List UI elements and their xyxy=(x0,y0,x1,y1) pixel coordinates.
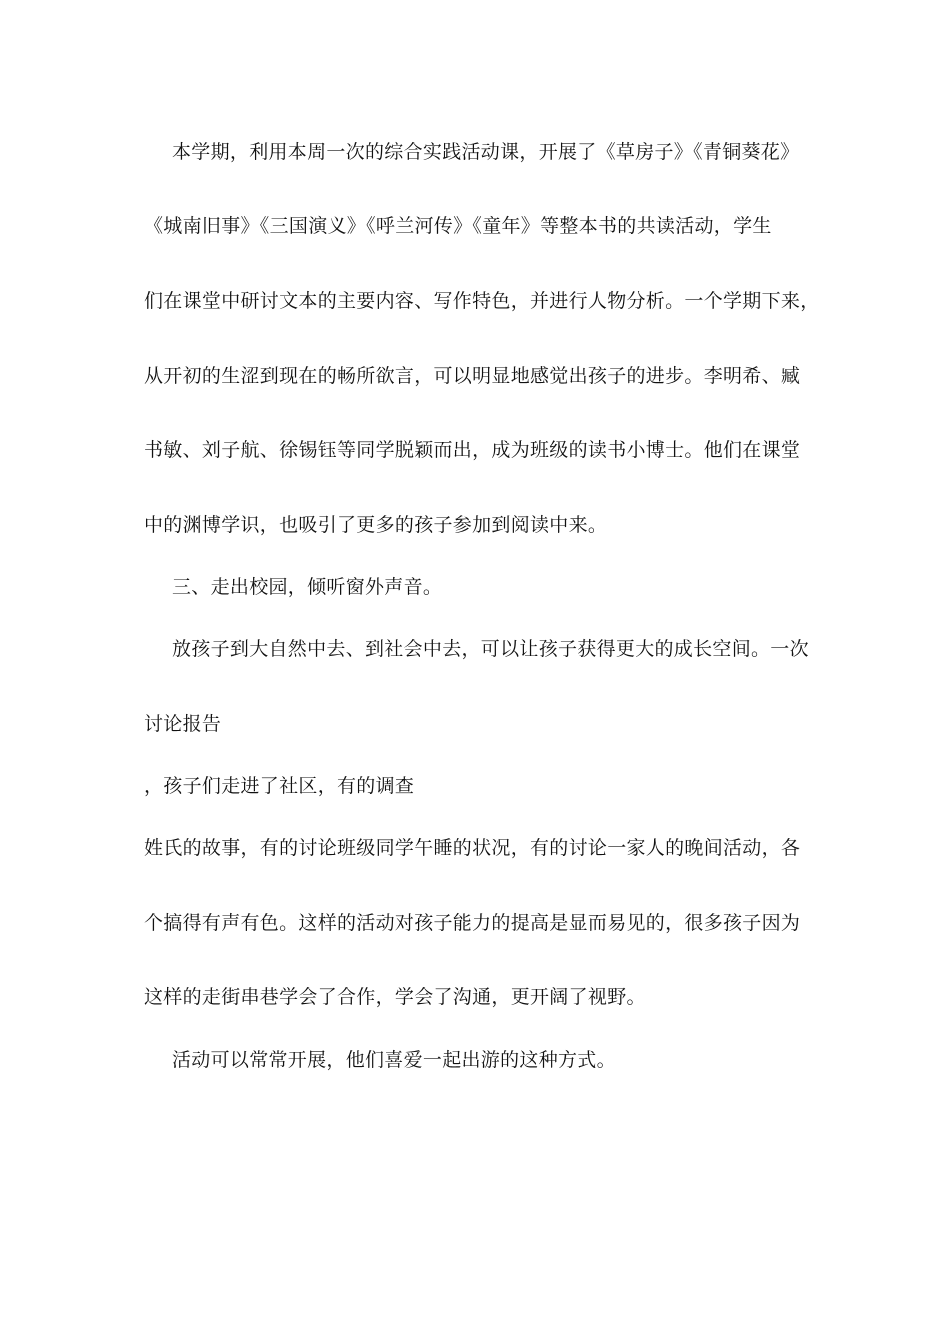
paragraph-line: 讨论报告 xyxy=(144,713,222,735)
paragraph-line: 中的渊博学识，也吸引了更多的孩子参加到阅读中来。 xyxy=(144,514,608,536)
paragraph-line: 个搞得有声有色。这样的活动对孩子能力的提高是显而易见的，很多孩子因为 xyxy=(144,912,801,934)
paragraph-line: 书敏、刘子航、徐锡钰等同学脱颖而出，成为班级的读书小博士。他们在课堂 xyxy=(144,439,801,461)
paragraph-line: 从开初的生涩到现在的畅所欲言，可以明显地感觉出孩子的进步。李明希、臧 xyxy=(144,365,801,387)
paragraph-line: 们在课堂中研讨文本的主要内容、写作特色，并进行人物分析。一个学期下来， xyxy=(144,290,820,312)
paragraph-line: 这样的走街串巷学会了合作，学会了沟通，更开阔了视野。 xyxy=(144,986,646,1008)
paragraph-line: 《城南旧事》《三国演义》《呼兰河传》《童年》等整本书的共读活动，学生 xyxy=(144,215,772,237)
paragraph-line: 活动可以常常开展，他们喜爱一起出游的这种方式。 xyxy=(172,1049,616,1071)
paragraph-line: 本学期，利用本周一次的综合实践活动课，开展了《草房子》《青铜葵花》 xyxy=(172,141,800,163)
section-heading: 三、走出校园，倾听窗外声音。 xyxy=(172,576,443,598)
paragraph-line: 姓氏的故事，有的讨论班级同学午睡的状况，有的讨论一家人的晚间活动，各 xyxy=(144,837,801,859)
paragraph-line: ，孩子们走进了社区，有的调查 xyxy=(144,775,415,797)
paragraph-line: 放孩子到大自然中去、到社会中去，可以让孩子获得更大的成长空间。一次 xyxy=(172,638,809,660)
